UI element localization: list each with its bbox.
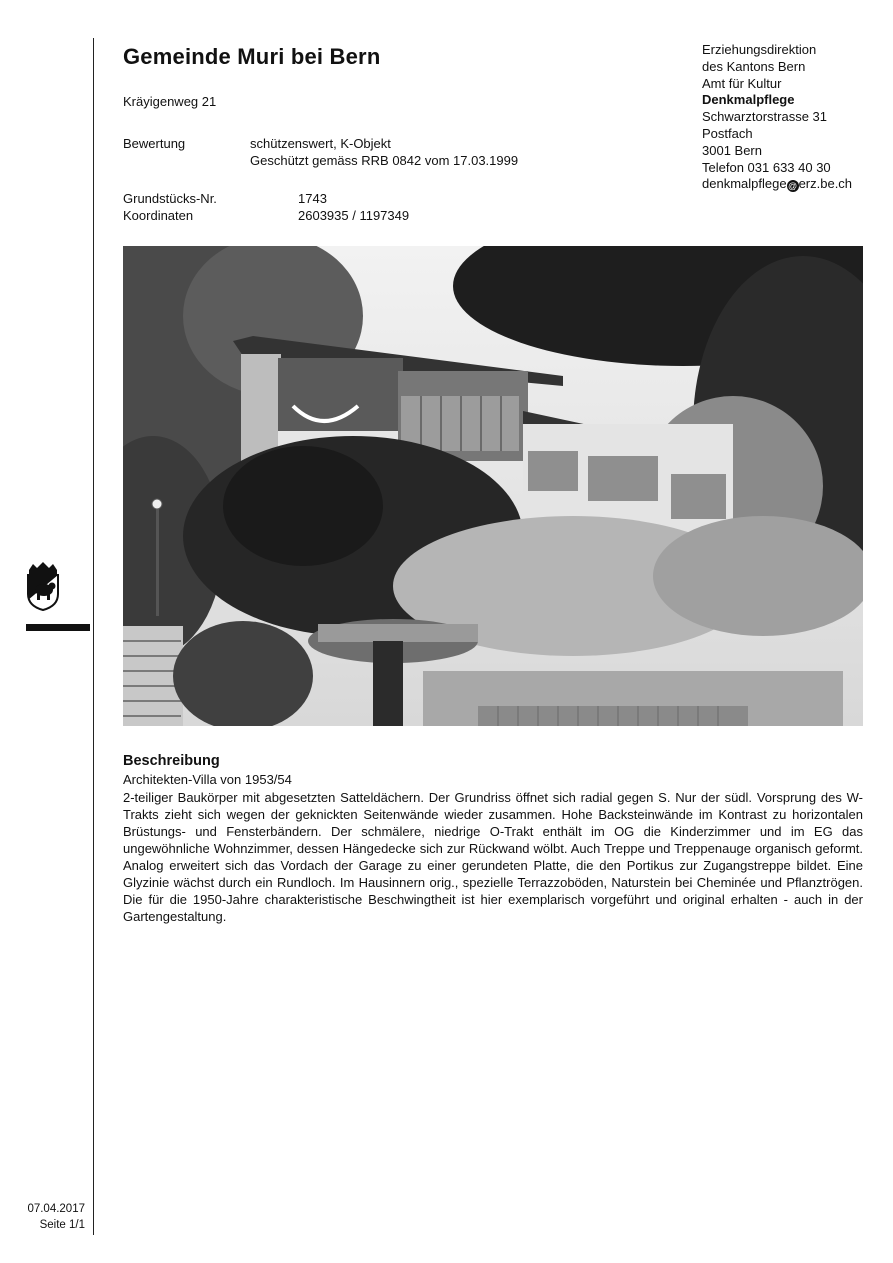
bern-coat-of-arms-logo [24,560,62,612]
office-phone: Telefon 031 633 40 30 [702,159,831,175]
coordinates-value: 2603935 / 1197349 [298,208,410,223]
office-postbox: Postfach [702,125,753,141]
office-address-block [702,42,852,193]
bewertung-value: schützenswert, K-Objekt [250,136,391,151]
email-user: denkmalpflege [702,176,787,192]
office-department: Denkmalpflege [702,92,795,108]
page-title: Gemeinde Muri bei Bern [123,44,381,69]
villa-photograph [123,246,863,726]
description-heading: Beschreibung [123,753,220,769]
footer-page-number: Seite 1/1 [39,1219,85,1231]
office-line: des Kantons Bern [702,58,806,74]
footer-date: 07.04.2017 [27,1203,85,1215]
bewertung-label: Bewertung [123,136,186,151]
at-icon: @ [787,181,798,192]
office-email[interactable] [702,176,852,193]
logo-bar [26,624,90,631]
protection-note: Geschützt gemäss RRB 0842 vom 17.03.1999 [250,153,519,168]
margin-rule [93,38,94,1235]
parcel-number: 1743 [298,191,327,206]
description-body: 2-teiliger Baukörper mit abgesetzten Satteldächern. Der Grundriss öffnet sich radial gegen S. Nur der südl. Vorsprung des W-Trakts zieht sich wegen der geknickten Seitenwände wieder zusammen. Hohe Backsteinwände im Kontrast zu horizontalen Brüstungs- und Fensterbändern. Der schmälere, niedrige O-Trakt enthält im OG die Kinderzimmer und im EG das ungewöhnliche Wohnzimmer, dessen Hängedecke sich zur Rückwand wölbt. Auch Treppe und Treppenauge organisch geformt. Analog erweitert sich das Vordach der Garage zu einer gerundeten Platte, die den Portikus zur Zugangstreppe bildet. Eine Glyzinie wächst durch ein Rundloch. Im Hausinnern orig., spezielle Terrazzoböden, Naturstein bei Cheminée und Pflanztrögen. Die für die 1950-Jahre charakteristische Beschwingtheit ist hier exemplarisch vorgeführt und original erhalten - auch in der Gartengestaltung. [123,790,863,924]
office-street: Schwarztorstrasse 31 [702,109,827,125]
parcel-label: Grundstücks-Nr. [123,191,217,206]
description-subtitle: Architekten-Villa von 1953/54 [123,772,292,787]
address: Kräyigenweg 21 [123,94,217,109]
office-city: 3001 Bern [702,142,762,158]
coordinates-label: Koordinaten [123,208,194,223]
office-line: Erziehungsdirektion [702,42,817,57]
email-domain: erz.be.ch [798,176,853,192]
office-line: Amt für Kultur [702,75,782,91]
